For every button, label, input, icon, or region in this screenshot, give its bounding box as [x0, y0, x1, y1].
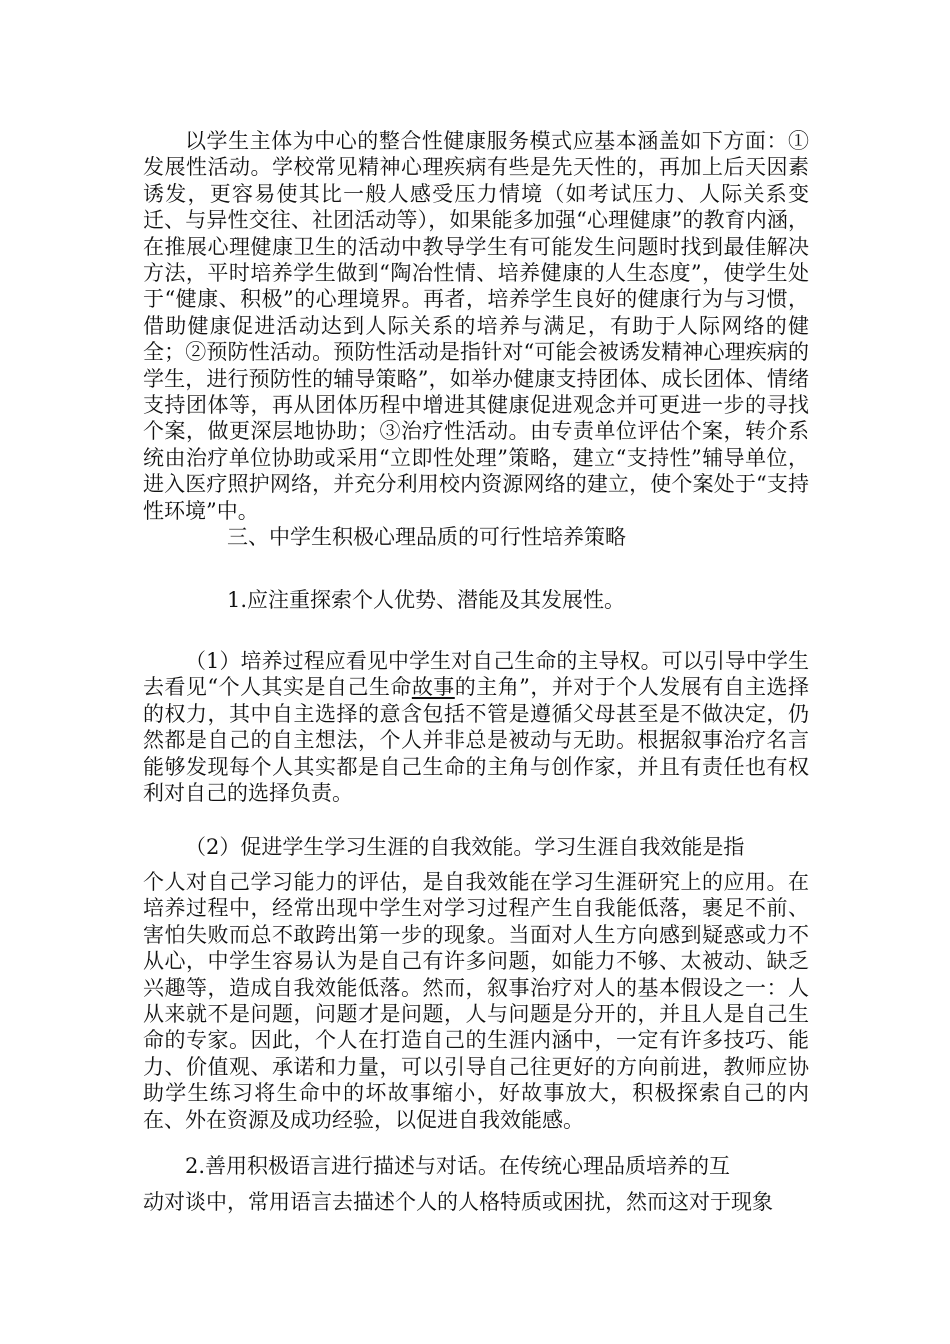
- section-heading-strategies: 三、中学生积极心理品质的可行性培养策略: [227, 525, 626, 549]
- paragraph-self-efficacy-body: 个人对自己学习能力的评估，是自我效能在学习生涯研究上的应用。在培养过程中，经常出现中学生对学习过程产生自我能低落，裹足不前、害怕失败而总不敢跨出第一步的现象。当面对人生方向感到疑惑或力不从心，中学生容易认为是自己有许多问题，如能力不够、太被动、缺乏兴趣等，造成自我效能低落。然而，叙事治疗对人的基本假设之一：人从来就不是问题，问题才是问题，人与问题是分开的，并且人是自己生命的专家。因此，个人在打造自己的生涯内涵中，一定有许多技巧、能力、价值观、承诺和力量，可以引导自己往更好的方向前进，教师应协助学生练习将生命中的坏故事缩小，好故事放大，积极探索自己的内在、外在资源及成功经验，以促进自我效能感。: [143, 870, 809, 1132]
- paragraph-integrated-service-model: 以学生主体为中心的整合性健康服务模式应基本涵盖如下方面：①发展性活动。学校常见精神心理疾病有些是先天性的，再加上后天因素诱发，更容易使其比一般人感受压力情境（如考试压力、人际关系变迁、与异性交往、社团活动等），如果能多加强“心理健康”的教育内涵，在推展心理健康卫生的活动中教导学生有可能发生问题时找到最佳解决方法，平时培养学生做到“陶冶性情、培养健康的人生态度”，使学生处于“健康、积极”的心理境界。再者，培养学生良好的健康行为与习惯，借助健康促进活动达到人际关系的培养与满足，有助于人际网络的健全；②预防性活动。预防性活动是指针对“可能会被诱发精神心理疾病的学生，进行预防性的辅导策略”，如举办健康支持团体、成长团体、情绪支持团体等，再从团体历程中增进其健康促进观念并可更进一步的寻找个案，做更深层地协助；③治疗性活动。由专责单位评估个案，转介系统由治疗单位协助或采用“立即性处理”策略，建立“支持性”辅导单位，进入医疗照护网络，并充分利用校内资源网络的建立，使个案处于“支持性环境”中。: [143, 129, 809, 523]
- underlined-word-story: 故事: [411, 675, 455, 700]
- paragraph-life-dominance-text-b: 的主角”，并对于个人发展有自主选择的权力，其中自主选择的意含包括不管是遵循父母甚至是不做决定，仍然都是自己的自主想法，个人并非总是被动与无助。根据叙事治疗名言能够发现每个人其实都是自己生命的主角与创作家，并且有责任也有权利对自己的选择负责。: [143, 675, 809, 806]
- paragraph-positive-language-first-line: 2.善用积极语言进行描述与对话。在传统心理品质培养的互: [185, 1154, 731, 1178]
- paragraph-self-efficacy-first-line: （2）促进学生学习生涯的自我效能。学习生涯自我效能是指: [185, 835, 745, 859]
- paragraph-positive-language-body: 动对谈中，常用语言去描述个人的人格特质或困扰，然而这对于现象: [143, 1190, 773, 1214]
- paragraph-life-dominance: [143, 648, 809, 806]
- subheading-explore-strengths: 1.应注重探索个人优势、潜能及其发展性。: [227, 588, 626, 612]
- paragraph-life-dominance-text-a: （1）培养过程应看见中学生对自己生命的主导权。可以引导中学生去看见“个人其实是自己生命: [143, 649, 809, 700]
